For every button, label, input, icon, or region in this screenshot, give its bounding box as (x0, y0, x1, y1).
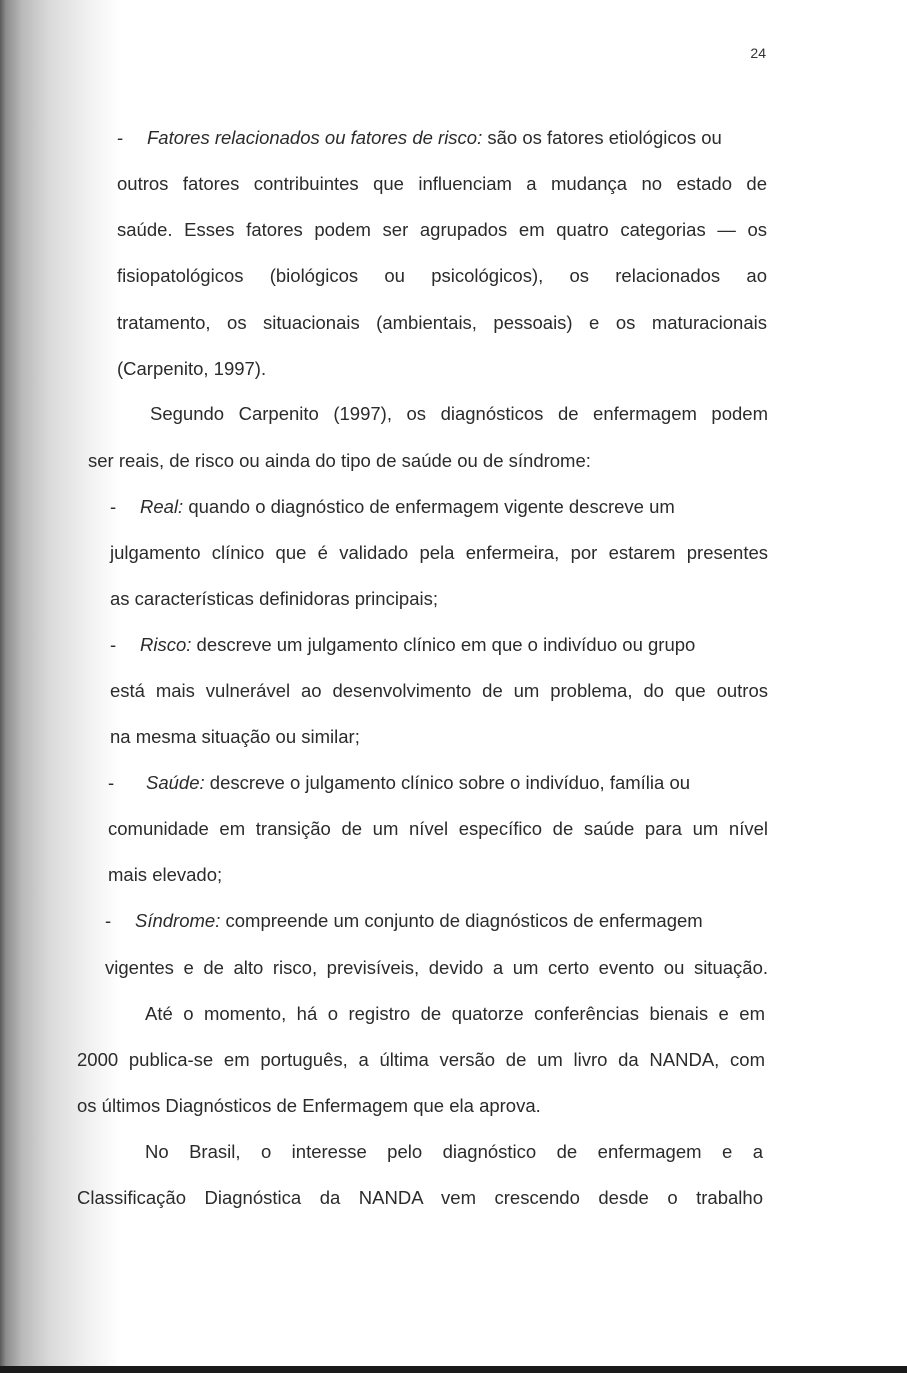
paragraph-first-line: No Brasil, o interesse pelo diagnóstico de enfermagem e a (145, 1141, 763, 1162)
text-line: ser reais, de risco ou ainda do tipo de saúde ou de síndrome: (88, 450, 591, 471)
bullet-dash: - (110, 634, 117, 655)
bullet-dash: - (105, 910, 112, 931)
page-number: 24 (750, 45, 766, 61)
bullet-text: compreende um conjunto de diagnósticos de enfermagem (220, 910, 703, 931)
text-line: está mais vulnerável ao desenvolvimento de um problema, do que outros (110, 680, 768, 701)
text-line: os últimos Diagnósticos de Enfermagem que ela aprova. (77, 1095, 541, 1116)
text-line: julgamento clínico que é validado pela enfermeira, por estarem presentes (110, 542, 768, 563)
text-line: comunidade em transição de um nível específico de saúde para um nível (108, 818, 768, 839)
text-line: fisiopatológicos (biológicos ou psicológicos), os relacionados ao (117, 265, 767, 286)
text-line: as características definidoras principais; (110, 588, 439, 609)
bullet-risco-first-line (110, 634, 768, 656)
bullet-text: quando o diagnóstico de enfermagem vigente descreve um (183, 496, 675, 517)
bullet-term: Saúde: (146, 772, 205, 793)
bullet-term: Síndrome: (135, 910, 221, 931)
bullet-saude-first-line (108, 772, 768, 794)
paragraph-first-line: Segundo Carpenito (1997), os diagnósticos de enfermagem podem (150, 403, 768, 424)
text-line: tratamento, os situacionais (ambientais, pessoais) e os maturacionais (117, 312, 767, 333)
text-line: 2000 publica-se em português, a última versão de um livro da NANDA, com (77, 1049, 765, 1070)
bullet-text: descreve um julgamento clínico em que o indivíduo ou grupo (191, 634, 696, 655)
text-line: na mesma situação ou similar; (110, 726, 360, 747)
text-line: outros fatores contribuintes que influenciam a mudança no estado de (117, 173, 767, 194)
bullet-term: Risco: (140, 634, 192, 655)
text-line: mais elevado; (108, 864, 223, 885)
bullet-real-first-line (110, 496, 768, 518)
bullet-text: descreve o julgamento clínico sobre o indivíduo, família ou (204, 772, 691, 793)
bullet-dash: - (108, 772, 115, 793)
paragraph-first-line: Até o momento, há o registro de quatorze conferências bienais e em (145, 1003, 765, 1024)
bullet-term: Real: (140, 496, 184, 517)
text-line: vigentes e de alto risco, previsíveis, devido a um certo evento ou situação. (105, 957, 768, 978)
bullet-term: Fatores relacionados ou fatores de risco: (147, 127, 483, 148)
text-line: saúde. Esses fatores podem ser agrupados em quatro categorias — os (117, 219, 767, 240)
bullet-sindrome-first-line (105, 910, 768, 932)
bullet-dash: - (110, 496, 117, 517)
bullet-dash: - (117, 127, 124, 148)
text-line: Classificação Diagnóstica da NANDA vem crescendo desde o trabalho (77, 1187, 763, 1208)
text-line: (Carpenito, 1997). (117, 358, 267, 379)
bullet-text: são os fatores etiológicos ou (482, 127, 722, 148)
bullet-fatores-first-line (117, 127, 767, 149)
